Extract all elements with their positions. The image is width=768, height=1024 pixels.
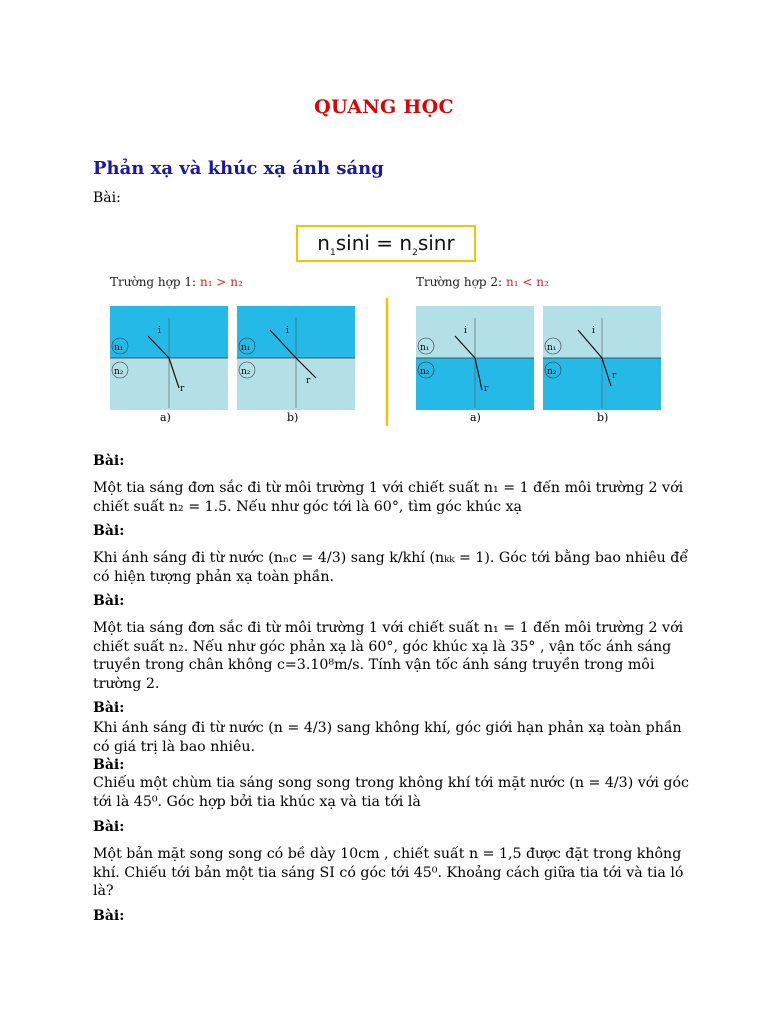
angle-r-label: r [306, 376, 311, 386]
refraction-formula [296, 225, 476, 262]
exercise-text: Chiếu một chùm tia sáng song song trong không khí tới mặt nước (n = 4/3) với góc tới là 45⁰. Góc hợp bởi tia khúc xạ và tia tới là [93, 775, 689, 810]
n2-label: n₂ [114, 367, 124, 377]
case1-label: Trường hợp 1: [110, 275, 197, 289]
exercise-label: Bài: [93, 819, 125, 835]
case2-condition: n₁ < n₂ [506, 275, 549, 289]
exercise-text: Một bản mặt song song có bề dày 10cm , chiết suất n = 1,5 được đặt trong không khí. Chiếu tới bản một tia sáng SI có góc tới 45⁰. Khoảng cách giữa tia tới và tia ló là? [93, 846, 684, 899]
angle-i-label: i [286, 326, 289, 336]
formula-end: sinr [417, 231, 455, 255]
angle-i-label: i [592, 326, 595, 336]
exercise-label: Bài: [93, 453, 125, 469]
panel-a-caption: a) [160, 411, 171, 424]
intro-label: Bài: [93, 190, 121, 206]
angle-r-label: r [180, 384, 185, 394]
case1-condition: n₁ > n₂ [200, 275, 243, 289]
angle-r-label: r [484, 384, 489, 394]
n1-label: n₁ [420, 343, 430, 353]
angle-r-label: r [612, 371, 617, 381]
case2-panel-a [416, 306, 534, 424]
n1-label: n₁ [114, 343, 124, 353]
case1-panel-a [110, 306, 228, 424]
page-title: QUANG HỌC [314, 96, 454, 118]
formula-n1: n [317, 231, 330, 255]
exercise-text: Khi ánh sáng đi từ nước (nₙc = 4/3) sang k/khí (nₖₖ = 1). Góc tới bằng bao nhiêu để có hiện tượng phản xạ toàn phần. [93, 550, 689, 585]
formula-mid: sini = n [335, 231, 413, 255]
panel-b-caption: b) [287, 411, 299, 424]
exercise-label: Bài: [93, 593, 125, 609]
exercise-label: Bài: [93, 757, 125, 773]
n1-label: n₁ [241, 343, 251, 353]
n2-label: n₂ [241, 367, 251, 377]
n2-label: n₂ [547, 367, 557, 377]
exercise-text: Một tia sáng đơn sắc đi từ môi trường 1 với chiết suất n₁ = 1 đến môi trường 2 với chiết suất n₂. Nếu như góc phản xạ là 60°, góc khúc xạ là 35° , vận tốc ánh sáng truyền trong chân không c=3.10⁸m/s. Tính vận tốc ánh sáng truyền trong môi trường 2. [93, 620, 684, 692]
case2-label: Trường hợp 2: [416, 275, 503, 289]
panel-a-caption: a) [470, 411, 481, 424]
exercise-text: Một tia sáng đơn sắc đi từ môi trường 1 với chiết suất n₁ = 1 đến môi trường 2 với chiết suất n₂ = 1.5. Nếu như góc tới là 60°, tìm góc khúc xạ [93, 480, 684, 515]
section-heading: Phản xạ và khúc xạ ánh sáng [93, 158, 384, 179]
formula-sub1: 1 [329, 248, 336, 258]
exercise-label: Bài: [93, 700, 125, 716]
angle-i-label: i [464, 326, 467, 336]
case1-panel-b [237, 306, 355, 424]
refraction-figure [100, 268, 670, 438]
panel-b-caption: b) [597, 411, 609, 424]
angle-i-label: i [158, 326, 161, 336]
exercise-label: Bài: [93, 908, 125, 924]
n1-label: n₁ [547, 343, 557, 353]
case2-panel-b [543, 306, 661, 424]
n2-label: n₂ [420, 367, 430, 377]
exercise-text: Khi ánh sáng đi từ nước (n = 4/3) sang không khí, góc giới hạn phản xạ toàn phần có giá trị là bao nhiêu. [93, 720, 682, 755]
formula-sub2: 2 [412, 248, 418, 258]
exercise-label: Bài: [93, 523, 125, 539]
